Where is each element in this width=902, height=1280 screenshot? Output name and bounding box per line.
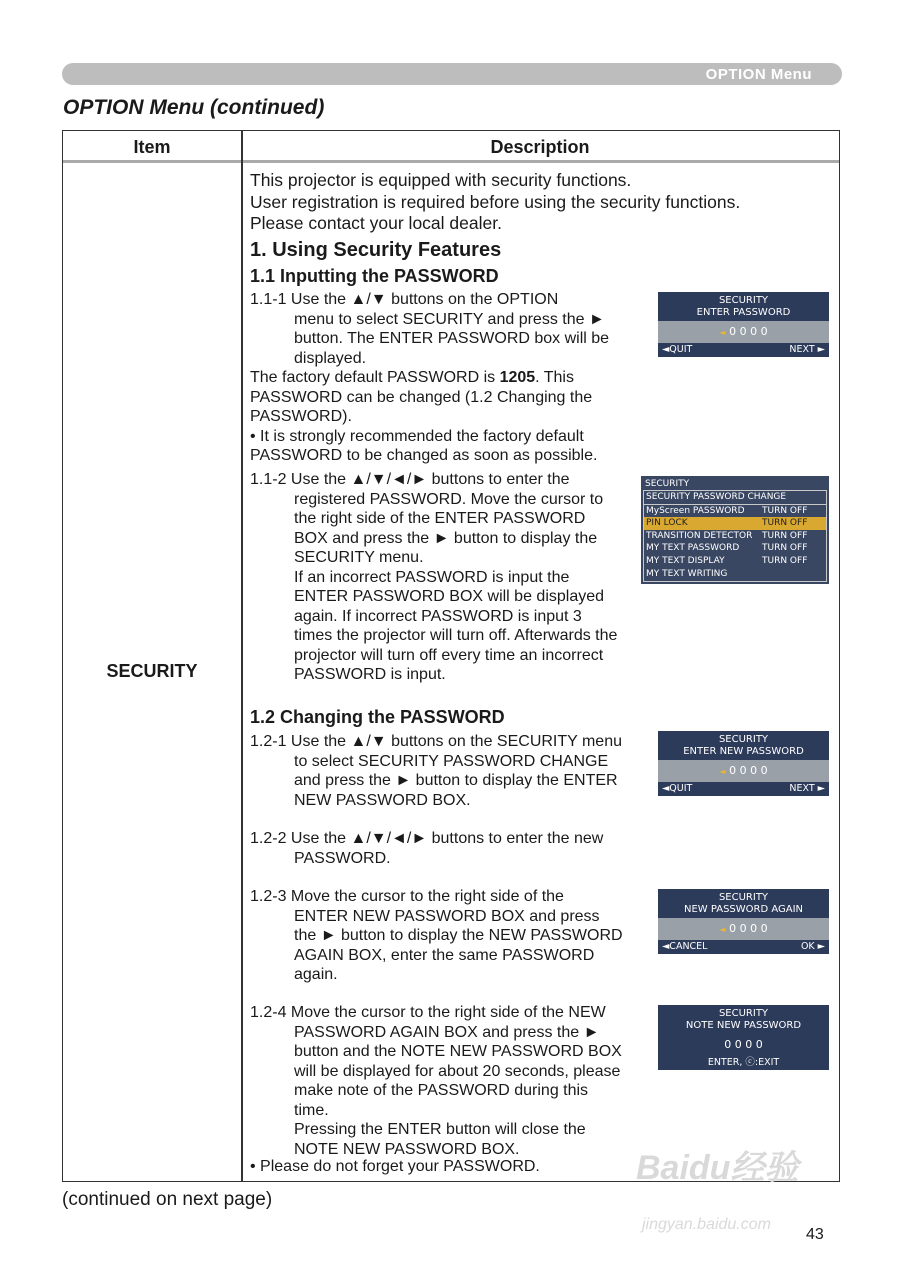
step-1-2-3 bbox=[250, 887, 650, 985]
screen-title: SECURITY bbox=[718, 295, 769, 306]
step-line: menu to select SECURITY and press the ► bbox=[294, 310, 605, 328]
note-text: PASSWORD to be changed as soon as possible. bbox=[250, 447, 598, 464]
screen-subtitle: NEW PASSWORD AGAIN bbox=[683, 904, 804, 915]
step-line: 1.1-1 Use the ▲/▼ buttons on the OPTION bbox=[250, 291, 559, 308]
menu-row bbox=[644, 530, 826, 543]
step-line: times the projector will turn off. Afterwards the bbox=[294, 627, 618, 644]
new-password-again-screen bbox=[658, 889, 829, 954]
password-digits bbox=[658, 918, 829, 940]
step-line: will be displayed for about 20 seconds, please bbox=[294, 1062, 621, 1080]
intro-line: This projector is equipped with security functions. bbox=[250, 170, 632, 190]
step-line: PASSWORD AGAIN BOX and press the ► bbox=[294, 1023, 600, 1041]
digits-text: 0 0 0 0 bbox=[729, 922, 768, 935]
menu-row-value: TURN OFF bbox=[762, 505, 808, 516]
screen-footer bbox=[658, 782, 829, 796]
exit-label: ENTER, ⓒ:EXIT bbox=[707, 1057, 780, 1068]
enter-new-password-screen bbox=[658, 731, 829, 796]
item-label-security: SECURITY bbox=[106, 661, 198, 681]
menu-title: SECURITY bbox=[645, 479, 690, 489]
step-line: button. The ENTER PASSWORD box will be bbox=[294, 330, 610, 347]
step-line: and press the ► button to display the ENTER bbox=[294, 772, 618, 789]
step-1-2-4 bbox=[250, 1003, 650, 1159]
step-line: NEW PASSWORD BOX. bbox=[294, 791, 471, 809]
step-line: BOX and press the ► button to display the bbox=[294, 529, 598, 547]
step-line: projector will turn off every time an incorrect bbox=[294, 646, 604, 664]
note-text: PASSWORD can be changed (1.2 Changing the bbox=[250, 388, 593, 406]
password-digits bbox=[658, 760, 829, 782]
step-1-1-1 bbox=[250, 290, 650, 368]
menu-row bbox=[644, 505, 826, 518]
cancel-label: ◄CANCEL bbox=[662, 941, 708, 952]
menu-row-label: MY TEXT DISPLAY bbox=[646, 555, 725, 566]
section-heading: 1. Using Security Features bbox=[250, 239, 502, 261]
menu-row-label: PIN LOCK bbox=[646, 518, 688, 529]
digits-text: 0 0 0 0 bbox=[724, 1038, 763, 1051]
intro-text bbox=[250, 170, 740, 235]
step-1-2-1 bbox=[250, 732, 650, 810]
step-1-1-2 bbox=[250, 470, 650, 685]
default-password-note bbox=[250, 368, 640, 466]
step-line: NOTE NEW PASSWORD BOX. bbox=[294, 1140, 520, 1158]
note-new-password-screen bbox=[658, 1005, 829, 1070]
column-divider bbox=[241, 131, 243, 1181]
menu-row bbox=[644, 568, 826, 581]
screen-footer bbox=[658, 343, 829, 357]
cursor-arrows-icon: ◄ bbox=[719, 328, 726, 337]
step-line: the right side of the ENTER PASSWORD bbox=[294, 510, 586, 527]
enter-password-screen bbox=[658, 292, 829, 357]
watermark-url: jingyan.baidu.com bbox=[642, 1216, 771, 1233]
step-line: Pressing the ENTER button will close the bbox=[294, 1121, 586, 1138]
step-line: 1.2-2 Use the ▲/▼/◄/► buttons to enter the new bbox=[250, 830, 604, 847]
page-title: OPTION Menu (continued) bbox=[63, 96, 325, 119]
screen-footer bbox=[658, 1056, 829, 1070]
menu-row bbox=[644, 542, 826, 555]
menu-row bbox=[644, 555, 826, 568]
header-bar bbox=[62, 63, 842, 85]
step-line: 1.2-1 Use the ▲/▼ buttons on the SECURITY menu bbox=[250, 733, 622, 750]
menu-row-label: MyScreen PASSWORD bbox=[646, 505, 745, 516]
step-line: 1.2-3 Move the cursor to the right side of the bbox=[250, 888, 564, 905]
menu-row-label: MY TEXT WRITING bbox=[646, 568, 728, 579]
watermark-logo: Baidu经验 bbox=[636, 1149, 799, 1187]
step-line: time. bbox=[294, 1101, 329, 1119]
note-text: . This bbox=[535, 369, 574, 386]
menu-row-value: TURN OFF bbox=[762, 518, 808, 529]
step-line: PASSWORD. bbox=[294, 849, 391, 867]
step-line: again. If incorrect PASSWORD is input 3 bbox=[294, 607, 582, 625]
password-digits bbox=[658, 1034, 829, 1056]
step-line: 1.1-2 Use the ▲/▼/◄/► buttons to enter the bbox=[250, 471, 570, 488]
menu-row-selected bbox=[644, 517, 826, 530]
note-text: PASSWORD). bbox=[250, 408, 352, 425]
screen-subtitle: NOTE NEW PASSWORD bbox=[685, 1020, 802, 1031]
step-line: If an incorrect PASSWORD is input the bbox=[294, 568, 570, 586]
menu-row-value: TURN OFF bbox=[762, 543, 808, 554]
password-digits bbox=[658, 321, 829, 343]
screen-title: SECURITY bbox=[718, 1008, 769, 1019]
menu-row-value: TURN OFF bbox=[762, 530, 808, 541]
digits-text: 0 0 0 0 bbox=[729, 764, 768, 777]
step-line: ENTER NEW PASSWORD BOX and press bbox=[294, 907, 600, 925]
default-password-value: 1205 bbox=[499, 369, 536, 386]
col-header-item: Item bbox=[133, 137, 171, 157]
screen-footer bbox=[658, 940, 829, 954]
step-line: registered PASSWORD. Move the cursor to bbox=[294, 490, 604, 508]
step-line: PASSWORD is input. bbox=[294, 666, 446, 683]
intro-line: Please contact your local dealer. bbox=[250, 213, 502, 233]
col-header-description: Description bbox=[490, 137, 590, 157]
menu-row-value: TURN OFF bbox=[762, 555, 808, 566]
quit-label: ◄QUIT bbox=[662, 344, 693, 355]
screen-title: SECURITY bbox=[718, 892, 769, 903]
note-text: • It is strongly recommended the factory default bbox=[250, 427, 584, 445]
step-line: the ► button to display the NEW PASSWORD bbox=[294, 927, 623, 944]
header-tab-label: OPTION Menu bbox=[705, 66, 812, 83]
menu-row-label: TRANSITION DETECTOR bbox=[646, 530, 753, 541]
next-label: NEXT ► bbox=[789, 344, 825, 355]
step-line: SECURITY menu. bbox=[294, 549, 424, 566]
cursor-arrows-icon: ◄ bbox=[719, 925, 726, 934]
step-line: again. bbox=[294, 966, 338, 983]
quit-label: ◄QUIT bbox=[662, 783, 693, 794]
step-line: to select SECURITY PASSWORD CHANGE bbox=[294, 752, 609, 770]
subsection-heading-inputting: 1.1 Inputting the PASSWORD bbox=[250, 266, 499, 286]
intro-line: User registration is required before using the security functions. bbox=[250, 191, 741, 212]
digits-text: 0 0 0 0 bbox=[729, 325, 768, 338]
table-header-row bbox=[63, 131, 839, 163]
menu-list bbox=[643, 490, 827, 582]
screen-subtitle: ENTER PASSWORD bbox=[696, 307, 791, 318]
note-text: The factory default PASSWORD is bbox=[250, 369, 500, 386]
step-line: 1.2-4 Move the cursor to the right side of the NEW bbox=[250, 1004, 606, 1021]
final-note: • Please do not forget your PASSWORD. bbox=[250, 1158, 540, 1175]
screen-title: SECURITY bbox=[718, 734, 769, 745]
cursor-arrows-icon: ◄ bbox=[719, 767, 726, 776]
menu-row-label: SECURITY PASSWORD CHANGE bbox=[646, 492, 787, 502]
continued-note: (continued on next page) bbox=[62, 1189, 273, 1210]
step-line: button and the NOTE NEW PASSWORD BOX bbox=[294, 1043, 622, 1060]
page-number: 43 bbox=[806, 1226, 824, 1243]
screen-subtitle: ENTER NEW PASSWORD bbox=[683, 746, 804, 757]
step-line: ENTER PASSWORD BOX will be displayed bbox=[294, 588, 605, 605]
ok-label: OK ► bbox=[800, 941, 825, 952]
security-menu-screen bbox=[641, 476, 829, 584]
menu-row-label: MY TEXT PASSWORD bbox=[646, 543, 740, 554]
step-line: make note of the PASSWORD during this bbox=[294, 1082, 589, 1099]
step-line: displayed. bbox=[294, 349, 367, 367]
step-1-2-2 bbox=[250, 829, 650, 868]
menu-row bbox=[644, 491, 826, 505]
subsection-heading-changing: 1.2 Changing the PASSWORD bbox=[250, 707, 505, 727]
next-label: NEXT ► bbox=[789, 783, 825, 794]
step-line: AGAIN BOX, enter the same PASSWORD bbox=[294, 946, 595, 964]
